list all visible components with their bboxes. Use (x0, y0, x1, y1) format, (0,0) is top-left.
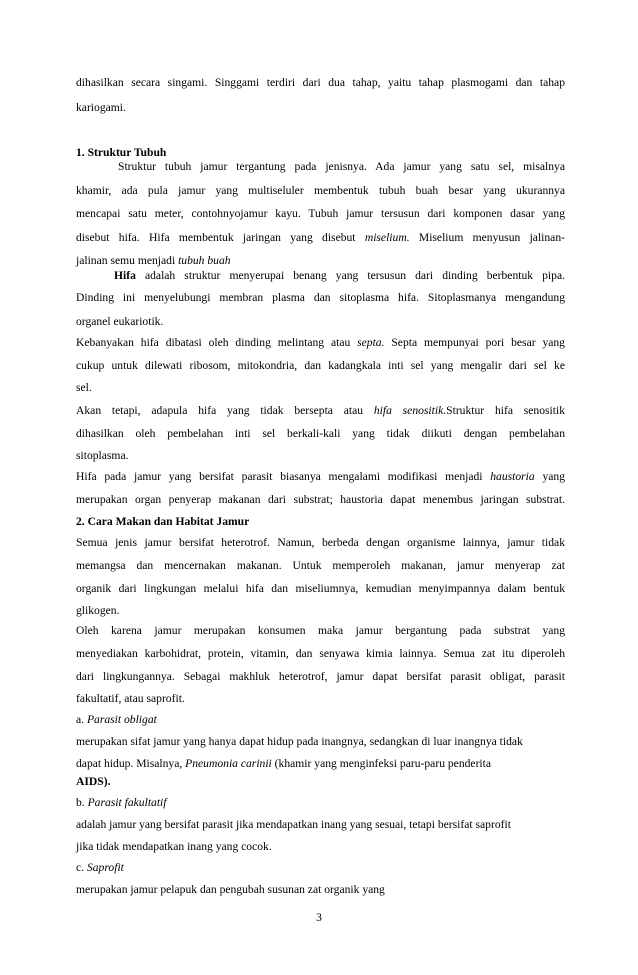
text-line (76, 757, 565, 771)
bold-text: 2. Cara Makan dan Habitat Jamur (76, 515, 250, 528)
text-run: merupakan sifat jamur yang hanya dapat hidup pada inangnya, sedangkan di luar inangnya tidak (76, 735, 523, 748)
text-run: glikogen. (76, 604, 120, 617)
text-line (76, 254, 565, 268)
text-line (118, 160, 565, 174)
text-line (76, 184, 565, 198)
italic-text: septa. (357, 336, 385, 349)
text-line (76, 559, 565, 573)
bold-text: AIDS). (76, 775, 111, 788)
text-run: Semua jenis jamur bersifat heterotrof. Namun, berbeda dengan organisme lainnya, jamur tidak (76, 536, 565, 549)
text-line (76, 624, 565, 638)
text-run: dihasilkan oleh pembelahan inti sel berkali-kali yang tidak diikuti dengan pembelahan (76, 427, 565, 440)
text-run: menyediakan karbohidrat, protein, vitamin, dan senyawa kimia lainnya. Semua zat itu diperoleh (76, 647, 565, 660)
text-run: sel. (76, 381, 92, 394)
text-line (76, 315, 565, 329)
text-run: fakultatif, atau saprofit. (76, 692, 185, 705)
bold-text: Hifa (114, 269, 136, 282)
text-run: organel eukariotik. (76, 315, 164, 328)
text-run: Akan tetapi, adapula hifa yang tidak bersepta atau (76, 404, 374, 417)
text-line (76, 840, 565, 854)
text-run: sitoplasma. (76, 449, 129, 462)
text-run: Oleh karena jamur merupakan konsumen maka jamur bergantung pada substrat yang (76, 624, 565, 637)
text-line (76, 713, 565, 727)
text-run: b. (76, 796, 88, 809)
text-line (76, 404, 565, 418)
text-run: khamir, ada pula jamur yang multiseluler membentuk tubuh buah besar yang ukurannya (76, 184, 565, 197)
text-line (76, 670, 565, 684)
text-line (76, 291, 565, 305)
text-line (76, 427, 565, 441)
text-run: jalinan semu menjadi (76, 254, 179, 267)
italic-text: Parasit obligat (86, 713, 157, 726)
text-line (76, 146, 565, 160)
page-number: 3 (316, 911, 322, 924)
text-line (114, 269, 565, 283)
text-run: memangsa dan mencernakan makanan. Untuk memperoleh makanan, jamur menyerap zat (76, 559, 565, 572)
text-run: dapat hidup. Misalnya, (76, 757, 186, 770)
text-run: cukup untuk dilewati ribosom, mitokondria, dan kadangkala inti sel yang mengalir dari sel ke (76, 359, 565, 372)
text-run: mencapai satu meter, contohnyojamur kayu. Tubuh jamur tersusun dari komponen dasar yang (76, 207, 565, 220)
italic-text: Pneumonia carinii (185, 757, 272, 770)
text-line (76, 515, 565, 529)
text-line (76, 861, 565, 875)
italic-text: haustoria (490, 470, 535, 483)
text-run: c. (76, 861, 87, 874)
text-run: Struktur tubuh jamur tergantung pada jenisnya. Ada jamur yang satu sel, misalnya (118, 160, 565, 173)
text-line (76, 101, 565, 115)
text-run: kariogami. (76, 101, 126, 114)
text-run: .Struktur hifa senositik (443, 404, 565, 417)
text-run: Hifa pada jamur yang bersifat parasit biasanya mengalami modifikasi menjadi (76, 470, 491, 483)
text-line (76, 381, 565, 395)
text-run: merupakan jamur pelapuk dan pengubah susunan zat organik yang (76, 883, 385, 896)
text-line (76, 735, 565, 749)
italic-text: Saprofit (86, 861, 124, 874)
text-line (76, 470, 565, 484)
text-run: adalah jamur yang bersifat parasit jika mendapatkan inang yang sesuai, tetapi bersifat saprofit (76, 818, 511, 831)
text-run: a. (76, 713, 87, 726)
text-line (76, 604, 565, 618)
text-run: Septa mempunyai pori besar yang (384, 336, 565, 349)
text-run: dari lingkungannya. Sebagai makhluk heterotrof, jamur dapat bersifat parasit obligat, parasit (76, 670, 565, 683)
text-run: Miselium menyusun jalinan- (409, 231, 565, 244)
text-run: Dinding ini menyelubungi membran plasma dan sitoplasma hifa. Sitoplasmanya mengandung (76, 291, 565, 304)
text-line (76, 231, 565, 245)
italic-text: tubuh buah (178, 254, 231, 267)
text-line (76, 647, 565, 661)
text-line (76, 796, 565, 810)
text-run: jika tidak mendapatkan inang yang cocok. (76, 840, 272, 853)
text-line (76, 76, 565, 90)
text-run: dihasilkan secara singami. Singgami terdiri dari dua tahap, yaitu tahap plasmogami dan tahap (76, 76, 565, 89)
text-line (76, 207, 565, 221)
text-line (76, 336, 565, 350)
text-run: disebut hifa. Hifa membentuk jaringan yang disebut (76, 231, 365, 244)
bold-text: 1. Struktur Tubuh (76, 146, 167, 159)
text-line (76, 775, 565, 789)
text-line (76, 449, 565, 463)
italic-text: miselium. (364, 231, 410, 244)
text-line (76, 536, 565, 550)
text-run: adalah struktur menyerupai benang yang tersusun dari dinding berbentuk pipa. (135, 269, 565, 282)
text-run: merupakan organ penyerap makanan dari substrat; haustoria dapat menembus jaringan substrat. (76, 493, 565, 506)
text-line (76, 692, 565, 706)
text-line (76, 883, 565, 897)
text-line (76, 359, 565, 373)
text-run: Kebanyakan hifa dibatasi oleh dinding melintang atau (76, 336, 358, 349)
text-run: (khamir yang menginfeksi paru-paru penderita (271, 757, 492, 770)
italic-text: hifa senositik (373, 404, 444, 417)
text-run: organik dari lingkungan melalui hifa dan miseliumnya, kemudian menyimpannya dalam bentuk (76, 582, 565, 595)
text-line (76, 582, 565, 596)
text-run: yang (534, 470, 565, 483)
text-line (76, 818, 565, 832)
italic-text: Parasit fakultatif (87, 796, 167, 809)
text-line (76, 493, 565, 507)
